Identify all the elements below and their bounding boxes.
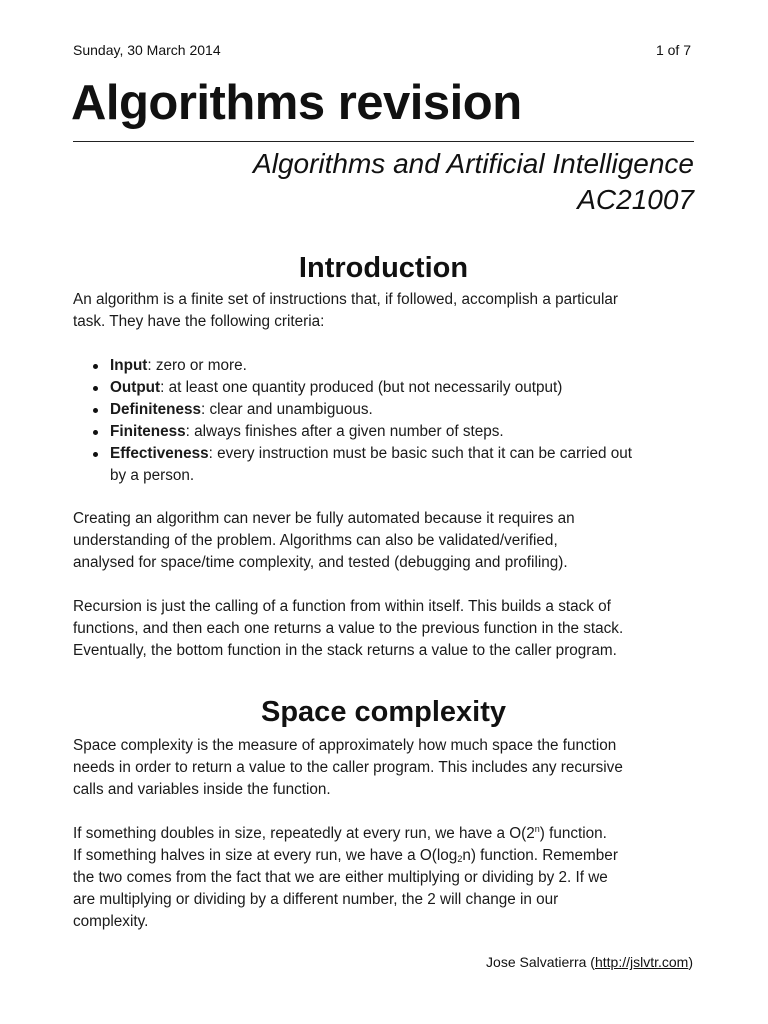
text-line: task. They have the following criteria: (73, 313, 325, 330)
author-name: Jose Salvatierra ( (486, 954, 595, 970)
criteria-item (73, 443, 713, 487)
text-line: Space complexity is the measure of approximately how much space the function (73, 737, 617, 754)
course-code: AC21007 (577, 184, 694, 215)
complexity-examples-paragraph (73, 823, 703, 933)
criteria-term: Finiteness (110, 423, 186, 440)
criteria-description: : at least one quantity produced (but not necessarily output) (160, 379, 563, 396)
criteria-description: : clear and unambiguous. (200, 401, 373, 418)
text-line: the two comes from the fact that we are either multiplying or dividing by 2. If we (73, 869, 608, 886)
author-website-link[interactable]: http://jslvtr.com (594, 954, 689, 970)
bullet-icon (93, 386, 98, 391)
text-fragment: n) function. Remember (462, 847, 618, 864)
recursion-paragraph (73, 596, 703, 662)
criteria-term: Output (110, 379, 161, 396)
course-name: Algorithms and Artificial Intelligence (253, 148, 694, 179)
document-title: Algorithms revision (71, 76, 522, 130)
text-line: understanding of the problem. Algorithms can also be validated/verified, (73, 532, 558, 549)
bullet-icon (93, 430, 98, 435)
page-header (73, 42, 691, 62)
text-line: analysed for space/time complexity, and tested (debugging and profiling). (73, 554, 568, 571)
superscript-n: n (534, 824, 540, 834)
text-line: Creating an algorithm can never be fully automated because it requires an (73, 510, 575, 527)
text-fragment: ) function. (539, 825, 607, 842)
criteria-list (73, 355, 713, 487)
criteria-term: Input (110, 357, 148, 374)
criteria-item (73, 421, 713, 443)
criteria-description: : every instruction must be basic such that it can be carried out (208, 445, 633, 462)
text-line: calls and variables inside the function. (73, 781, 331, 798)
text-fragment: If something doubles in size, repeatedly at every run, we have a O(2 (73, 825, 535, 842)
subscript-2: 2 (457, 854, 463, 864)
criteria-description: : zero or more. (147, 357, 247, 374)
space-complexity-definition (73, 735, 703, 801)
title-divider (73, 141, 694, 142)
doubles-line (73, 823, 703, 845)
text-line: Eventually, the bottom function in the stack returns a value to the caller program. (73, 642, 617, 659)
criteria-item (73, 377, 713, 399)
text-line: Recursion is just the calling of a function from within itself. This builds a stack of (73, 598, 611, 615)
text-line: needs in order to return a value to the caller program. This includes any recursive (73, 759, 623, 776)
introduction-heading: Introduction (298, 252, 469, 284)
space-complexity-heading: Space complexity (261, 696, 506, 728)
text-line: functions, and then each one returns a value to the previous function in the stack. (73, 620, 624, 637)
text-line: complexity. (73, 913, 149, 930)
criteria-item (73, 355, 713, 377)
bullet-icon (93, 364, 98, 369)
page-number: 1 of 7 (655, 42, 691, 58)
text-line: An algorithm is a finite set of instructions that, if followed, accomplish a particular (73, 291, 618, 308)
page-footer (486, 954, 693, 970)
criteria-term: Effectiveness (110, 445, 209, 462)
criteria-description-continued: by a person. (110, 467, 195, 484)
bullet-icon (93, 408, 98, 413)
automation-paragraph (73, 508, 703, 574)
bullet-icon (93, 452, 98, 457)
halves-line (73, 845, 703, 867)
introduction-paragraph (73, 289, 703, 333)
criteria-item (73, 399, 713, 421)
criteria-term: Definiteness (110, 401, 201, 418)
text-fragment: If something halves in size at every run, we have a O(log (73, 847, 458, 864)
text-line: are multiplying or dividing by a different number, the 2 will change in our (73, 891, 559, 908)
criteria-description: : always finishes after a given number of steps. (185, 423, 504, 440)
header-date: Sunday, 30 March 2014 (73, 42, 221, 58)
footer-close-paren: ) (688, 954, 693, 970)
